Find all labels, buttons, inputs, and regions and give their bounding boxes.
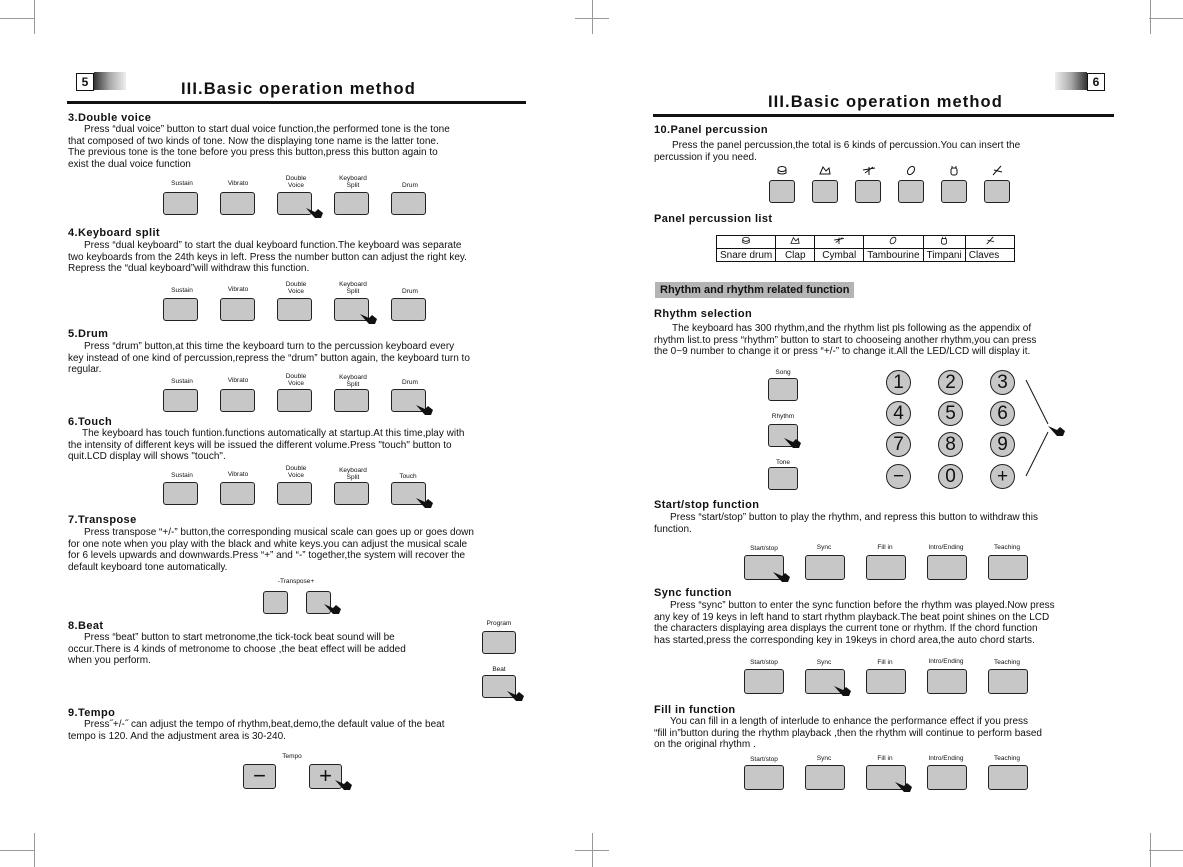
timpani-icon (939, 236, 949, 245)
pointing-hand-icon (834, 684, 852, 697)
table-cell: Clap (776, 249, 815, 262)
page-number-gradient (1055, 72, 1087, 90)
text-line: tempo is 120. And the adjustment area is 30-240. (68, 730, 286, 742)
keypad-plus-button[interactable]: + (990, 464, 1015, 489)
sustain-label: Sustain (171, 180, 193, 187)
text-line: exist the dual voice function (68, 158, 191, 170)
teaching-button[interactable] (988, 765, 1028, 790)
section-heading-drum: 5.Drum (68, 328, 109, 340)
crop-mark (592, 0, 593, 34)
cymbal-icon (833, 236, 845, 245)
crop-mark (0, 18, 34, 19)
intro-ending-button[interactable] (927, 669, 967, 694)
clap-icon (790, 236, 800, 245)
pointing-hand-icon (360, 312, 378, 325)
vibrato-label: Vibrato (227, 180, 249, 187)
sustain-label: Sustain (171, 378, 193, 385)
start-stop-label: Start/stop (750, 545, 778, 552)
vibrato-label: Vibrato (227, 286, 249, 293)
teaching-label: Teaching (993, 659, 1021, 666)
claves-button[interactable] (984, 180, 1010, 203)
table-cell (815, 236, 864, 249)
paragraph-panel-percussion (654, 140, 1104, 163)
text-line: The previous tone is the tone before you press this button,press this button again to (68, 147, 438, 159)
paragraph-rhythm-selection (654, 323, 1106, 358)
keypad-5-button[interactable]: 5 (938, 401, 963, 426)
section-heading-beat: 8.Beat (68, 620, 104, 632)
text-line: Press˝+/-˝ can adjust the tempo of rhythm,beat,demo,the default value of the beat (84, 719, 445, 730)
text-line: default keyboard tone automatically. (68, 561, 228, 573)
section-heading-touch: 6.Touch (68, 416, 113, 428)
drum-button[interactable] (391, 192, 426, 215)
text-line: “fill in”button during the rhythm playback ,then the rhythm will continue to perform based (654, 727, 1042, 739)
start-stop-label: Start/stop (750, 756, 778, 763)
page-number: 5 (76, 73, 94, 91)
section-bar-rhythm: Rhythm and rhythm related function (655, 282, 854, 298)
fill-in-label: Fill in (877, 755, 893, 762)
section-heading-transpose: 7.Transpose (68, 514, 137, 526)
cymbal-button[interactable] (855, 180, 881, 203)
crop-mark (1150, 833, 1151, 867)
drum-label: Drum (402, 288, 418, 295)
label-line: Double (285, 175, 307, 182)
crop-mark (592, 833, 593, 867)
text-line: Repress the “dual keyboard”will withdraw this function. (68, 263, 310, 275)
beat-label: Beat (492, 666, 506, 673)
tambourine-icon (905, 165, 917, 176)
table-cell (776, 236, 815, 249)
keypad-1-button[interactable]: 1 (886, 370, 911, 395)
text-line: Press “beat” button to start metronome,the tick-tock beat sound will be (84, 632, 395, 643)
pointing-hand-icon (784, 436, 802, 449)
title-rule (653, 114, 1114, 117)
timpani-icon (948, 165, 960, 176)
text-line: occur.There is 4 kinds of metronome to choose ,the beat effect will be added (68, 643, 406, 655)
text-line: function. (654, 523, 692, 535)
timpani-button[interactable] (941, 180, 967, 203)
tempo-minus-button[interactable]: − (243, 764, 276, 789)
drum-label: Drum (402, 182, 418, 189)
double-voice-button[interactable] (277, 298, 312, 321)
keypad-6-button[interactable]: 6 (990, 401, 1015, 426)
text-line: that composed of two kinds of tone. Now the displaying tone name is the latter tone. (68, 135, 439, 147)
text-line: regular. (68, 364, 102, 376)
label-line: Voice (288, 288, 304, 295)
vibrato-label: Vibrato (227, 471, 249, 478)
teaching-label: Teaching (993, 755, 1021, 762)
snare-drum-button[interactable] (769, 180, 795, 203)
pointing-hand-icon (416, 403, 434, 416)
double-voice-label (266, 465, 326, 479)
page-number-gradient (94, 72, 126, 90)
pointing-hand-icon (895, 780, 913, 793)
start-stop-button[interactable] (744, 669, 784, 694)
table-cell (717, 236, 776, 249)
tambourine-button[interactable] (898, 180, 924, 203)
crop-mark (1149, 850, 1183, 851)
text-line: Press “sync” button to enter the sync function before the rhythm was played.Now press (670, 600, 1055, 611)
text-line: when you perform. (68, 655, 151, 667)
keypad-8-button[interactable]: 8 (938, 432, 963, 457)
text-line: for one note when you play with the black and white keys.you can adjust the musical scale (68, 538, 468, 550)
table-cell: Tambourine (864, 249, 923, 262)
keypad-7-button[interactable]: 7 (886, 432, 911, 457)
text-line: for 6 levels upwards and downwards.Press “+” and “-” together,the system will recover the (68, 550, 466, 562)
text-line: You can fill in a length of interlude to enhance the performance effect if you press (670, 716, 1029, 727)
keypad-3-button[interactable]: 3 (990, 370, 1015, 395)
sync-label: Sync (816, 755, 832, 762)
transpose-label: -Transpose+ (277, 578, 315, 585)
fill-in-button[interactable] (866, 669, 906, 694)
fill-in-label: Fill in (877, 659, 893, 666)
rhythm-label: Rhythm (771, 413, 795, 420)
vibrato-button[interactable] (220, 298, 255, 321)
icon-row (717, 236, 1015, 249)
section-heading-rhythm-selection: Rhythm selection (654, 308, 753, 320)
snare-drum-icon (741, 236, 751, 245)
title-rule (67, 101, 526, 104)
program-label: Program (486, 620, 512, 627)
sustain-label: Sustain (171, 472, 193, 479)
vibrato-button[interactable] (220, 192, 255, 215)
label-line: Split (346, 288, 360, 295)
claves-icon (991, 165, 1003, 176)
pointing-hand-icon (416, 496, 434, 509)
text-line: the 0~9 number to change it or press “+/-” to change it.All the LED/LCD will display it. (654, 346, 1031, 358)
text-line: the characters displaying area displays the current tone or rhythm. If the chord function (654, 623, 1038, 635)
snare-drum-icon (776, 165, 788, 176)
label-line: Voice (288, 182, 304, 189)
sync-button[interactable] (805, 765, 845, 790)
text-line: the intensity of different keys will be issued the different volume.Press "touch" button to (68, 439, 452, 451)
text-line: key instead of one kind of percussion,repress the “drum” button again, the keyboard turn to (68, 352, 470, 364)
label-line: Double (285, 281, 307, 288)
pointing-hand-icon (306, 206, 324, 219)
double-voice-label (266, 373, 326, 387)
sync-label: Sync (816, 659, 832, 666)
paragraph-touch (68, 428, 528, 463)
label-line: Double (285, 373, 307, 380)
vibrato-button[interactable] (220, 389, 255, 412)
cymbal-icon (862, 165, 876, 176)
label-line: Voice (288, 472, 304, 479)
tone-button[interactable] (768, 467, 798, 490)
paragraph-sync (654, 600, 1110, 646)
text-line: on the original rhythm . (654, 739, 756, 751)
crop-mark (1149, 18, 1183, 19)
keypad-4-button[interactable]: 4 (886, 401, 911, 426)
program-button[interactable] (482, 631, 516, 654)
clap-icon (819, 165, 831, 176)
section-heading-keyboard-split: 4.Keyboard split (68, 227, 160, 239)
double-voice-label (266, 281, 326, 295)
table-cell: Claves (965, 249, 1014, 262)
table-cell: Snare drum (717, 249, 776, 262)
label-line: Keyboard (339, 467, 367, 474)
crop-mark (34, 0, 35, 34)
percussion-list-table (716, 235, 1015, 262)
start-stop-button[interactable] (744, 765, 784, 790)
table-cell (864, 236, 923, 249)
paragraph-tempo (68, 719, 524, 742)
crop-mark (34, 833, 35, 867)
section-heading-double-voice: 3.Double voice (68, 112, 152, 124)
keypad-9-button[interactable]: 9 (990, 432, 1015, 457)
label-line: Split (346, 381, 360, 388)
table-cell: Timpani (923, 249, 965, 262)
table-cell (965, 236, 1014, 249)
teaching-button[interactable] (988, 555, 1028, 580)
paragraph-keyboard-split (68, 240, 532, 275)
teaching-button[interactable] (988, 669, 1028, 694)
section-heading-tempo: 9.Tempo (68, 707, 116, 719)
keyboard-split-label (323, 281, 383, 295)
fill-in-button[interactable] (866, 555, 906, 580)
tone-label: Tone (775, 459, 791, 466)
double-voice-label (266, 175, 326, 189)
crop-mark (0, 850, 34, 851)
text-line: quit.LCD display will shows "touch". (68, 451, 226, 463)
text-line: two keyboards from the 24th keys in left. Press the number button can adjust the right key. (68, 251, 467, 263)
intro-ending-label: Intro/Ending (928, 658, 964, 665)
sync-button[interactable] (805, 555, 845, 580)
section-heading-panel-percussion-list: Panel percussion list (654, 213, 773, 225)
table-cell (923, 236, 965, 249)
sustain-button[interactable] (163, 482, 198, 505)
tambourine-icon (888, 236, 898, 245)
text-line: percussion if you need. (654, 151, 757, 163)
transpose-minus-button[interactable] (263, 591, 288, 614)
section-heading-sync: Sync function (654, 587, 732, 599)
intro-ending-button[interactable] (927, 555, 967, 580)
paragraph-double-voice (68, 124, 524, 170)
label-line: Keyboard (339, 175, 367, 182)
name-row (717, 249, 1015, 262)
label-line: Keyboard (339, 281, 367, 288)
text-line: Press “dual keyboard” to start the dual keyboard function.The keyboard was separate (84, 240, 462, 251)
keyboard-split-label (323, 467, 383, 481)
text-line: Press “start/stop” button to play the rhythm, and repress this button to withdraw this (670, 512, 1038, 523)
page-number: 6 (1087, 73, 1105, 91)
keyboard-split-button[interactable] (334, 389, 369, 412)
keypad-0-button[interactable]: 0 (938, 464, 963, 489)
clap-button[interactable] (812, 180, 838, 203)
claves-icon (985, 236, 995, 245)
intro-ending-label: Intro/Ending (928, 544, 964, 551)
label-line: Split (346, 182, 360, 189)
double-voice-button[interactable] (277, 482, 312, 505)
text-line: Press “dual voice” button to start dual voice function,the performed tone is the tone (84, 124, 450, 135)
paragraph-drum (68, 341, 530, 376)
page-title: III.Basic operation method (768, 93, 1003, 111)
fill-in-label: Fill in (877, 544, 893, 551)
table-cell: Cymbal (815, 249, 864, 262)
sustain-button[interactable] (163, 192, 198, 215)
text-line: Press the panel percussion,the total is 6 kinds of percussion.You can insert the (672, 140, 1021, 151)
section-heading-fill-in: Fill in function (654, 704, 736, 716)
label-line: Split (346, 474, 360, 481)
song-button[interactable] (768, 378, 798, 401)
paragraph-fill-in (654, 716, 1110, 751)
vibrato-label: Vibrato (227, 377, 249, 384)
text-line: any key of 19 keys in left hand to start rhythm playback.The beat point shines on the LCD (654, 611, 1050, 623)
song-label: Song (775, 369, 791, 376)
drum-label: Drum (402, 379, 418, 386)
intro-ending-label: Intro/Ending (928, 755, 964, 762)
text-line: Press “drum” button,at this time the keyboard turn to the percussion keyboard every (84, 341, 455, 352)
vibrato-button[interactable] (220, 482, 255, 505)
page-title: III.Basic operation method (181, 80, 416, 98)
touch-label: Touch (399, 473, 417, 480)
double-voice-button[interactable] (277, 389, 312, 412)
keyboard-split-button[interactable] (334, 482, 369, 505)
teaching-label: Teaching (993, 544, 1021, 551)
text-line: rhythm list.to press “rhythm” button to start to chooseing another rhythm,you can press (654, 334, 1037, 346)
paragraph-start-stop (654, 512, 1104, 535)
keypad-minus-button[interactable]: − (886, 464, 911, 489)
keyboard-split-label (323, 374, 383, 388)
drum-button[interactable] (391, 298, 426, 321)
text-line: Press transpose “+/-” button,the corresponding musical scale can goes up or goes down (84, 527, 474, 538)
text-line: The keyboard has touch funtion.functions automatically at startup.At this time,play with (82, 428, 465, 439)
text-line: The keyboard has 300 rhythm,and the rhythm list pls following as the appendix of (672, 323, 1032, 334)
sustain-button[interactable] (163, 298, 198, 321)
text-line: has started,press the corresponding key in 19keys in chord area,the auto chord starts. (654, 634, 1035, 646)
pointing-hand-icon (1048, 424, 1066, 437)
pointing-hand-icon (335, 778, 353, 791)
tempo-label: Tempo (282, 753, 302, 760)
keyboard-split-label (323, 175, 383, 189)
pointing-hand-icon (773, 570, 791, 583)
paragraph-transpose (68, 527, 530, 573)
start-stop-label: Start/stop (750, 659, 778, 666)
label-line: Double (285, 465, 307, 472)
crop-mark (1150, 0, 1151, 34)
keypad-2-button[interactable]: 2 (938, 370, 963, 395)
sustain-button[interactable] (163, 389, 198, 412)
section-heading-panel-percussion: 10.Panel percussion (654, 124, 768, 136)
keyboard-split-button[interactable] (334, 192, 369, 215)
label-line: Keyboard (339, 374, 367, 381)
tempo-plus-button[interactable]: + (309, 764, 342, 789)
label-line: Voice (288, 380, 304, 387)
intro-ending-button[interactable] (927, 765, 967, 790)
pointing-hand-icon (324, 602, 342, 615)
pointing-hand-icon (507, 689, 525, 702)
sustain-label: Sustain (171, 287, 193, 294)
sync-label: Sync (816, 544, 832, 551)
section-heading-start-stop: Start/stop function (654, 499, 760, 511)
paragraph-beat (68, 632, 458, 667)
